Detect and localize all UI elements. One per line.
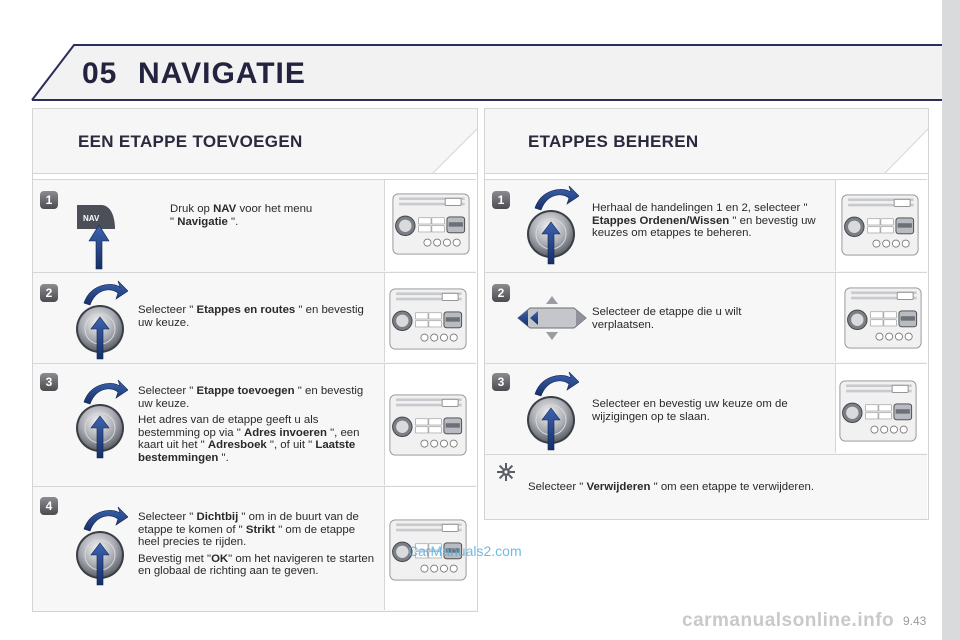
manage-stages-title: ETAPPES BEHEREN <box>528 132 699 151</box>
left-step-1-text: Druk op NAV voor het menu " Navigatie ". <box>170 203 313 228</box>
radio-unit-image <box>840 194 920 256</box>
rotary-knob-icon <box>523 184 579 268</box>
right-step-1-text: Herhaal de handelingen 1 en 2, selecteer " Etappes Ordenen/Wissen " en bevestig uw keuzes om etappes te beheren. <box>592 202 816 240</box>
directional-pad-icon <box>516 294 588 342</box>
left-step-4-number: 4 <box>40 497 58 515</box>
radio-unit-image <box>391 193 471 255</box>
right-step-3-text: Selecteer en bevestig uw keuze om de wijzigingen op te slaan. <box>592 398 788 423</box>
radio-unit-image <box>843 287 923 349</box>
chapter-title: NAVIGATIE <box>138 57 306 90</box>
left-step-3-text: Selecteer " Etappe toevoegen " en bevestig uw keuze. Het adres van de etappe geeft u als bestemming op via " Adres invoeren ", een kaart uit het " Adresboek ", of uit " Laatste bestemmingen ". <box>138 385 364 464</box>
right-step-1-image <box>835 180 928 271</box>
radio-unit-image <box>838 380 918 442</box>
rotary-knob-icon <box>72 279 128 363</box>
right-step-2-image <box>835 273 928 362</box>
left-step-1-number: 1 <box>40 191 58 209</box>
left-step-2-text: Selecteer " Etappes en routes " en bevestig uw keuze. <box>138 304 364 329</box>
svg-text:NAV: NAV <box>83 214 100 223</box>
add-stage-title: EEN ETAPPE TOEVOEGEN <box>78 132 303 151</box>
chapter-header <box>0 0 960 104</box>
gear-icon <box>496 462 516 482</box>
radio-unit-image <box>388 288 468 350</box>
rotary-knob-icon <box>72 378 128 462</box>
page-number: 9.43 <box>903 614 927 628</box>
rotary-knob-icon <box>72 505 128 589</box>
left-step-1-image <box>384 180 477 271</box>
left-step-2-number: 2 <box>40 284 58 302</box>
right-step-2-text: Selecteer de etappe die u wilt verplaatsen. <box>592 306 742 331</box>
right-step-1-number: 1 <box>492 191 510 209</box>
right-step-3-image <box>835 364 928 453</box>
left-step-3-number: 3 <box>40 373 58 391</box>
right-step-delete-text: Selecteer " Verwijderen " om een etappe te verwijderen. <box>528 481 815 493</box>
left-step-3-image <box>384 364 477 485</box>
watermark-carmanualsonline: carmanualsonline.info <box>682 610 895 631</box>
nav-button-icon <box>71 197 129 271</box>
left-step-2-image <box>384 273 477 362</box>
right-step-2-number: 2 <box>492 284 510 302</box>
radio-unit-image <box>388 394 468 456</box>
watermark-carmanuals2: CarManuals2.com <box>408 543 522 559</box>
right-step-3-number: 3 <box>492 373 510 391</box>
rotary-knob-icon <box>523 370 579 454</box>
chapter-number: 05 <box>82 57 118 90</box>
left-step-4-text: Selecteer " Dichtbij " om in de buurt van de etappe te komen of " Strikt " om de etappe heel precies te rijden. Bevestig met "OK" om het navigeren te starten en globaal de richting aan te geven. <box>138 511 375 578</box>
